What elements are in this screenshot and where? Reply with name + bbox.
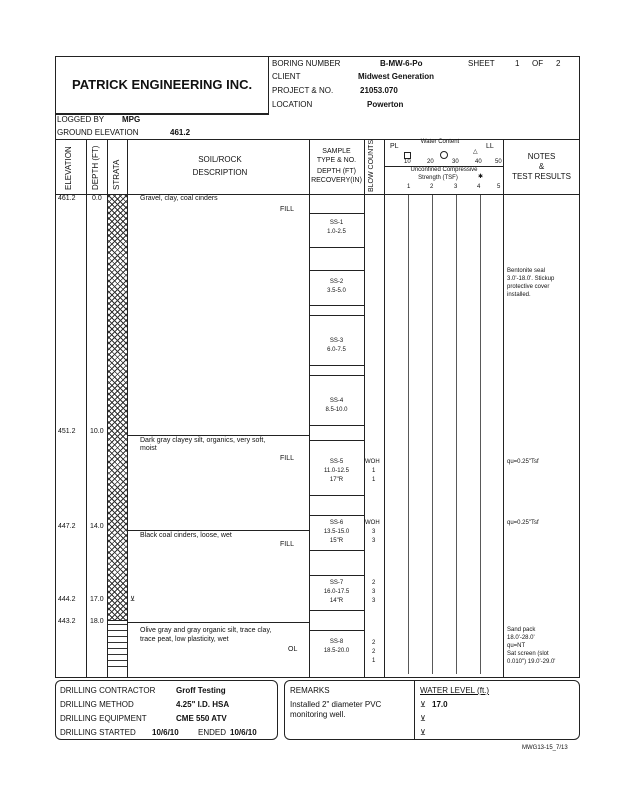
started-value: 10/6/10 xyxy=(152,728,179,737)
col-strata: STRATA xyxy=(112,159,121,190)
blow-count: 2 xyxy=(372,640,376,646)
sample-range: 3.5-5.0 xyxy=(327,288,346,294)
ucs-t3: 3 xyxy=(454,184,458,190)
sheet-num: 1 xyxy=(515,59,520,68)
col-depth: DEPTH (FT) xyxy=(91,145,100,190)
sample-recovery: 15"R xyxy=(329,538,344,544)
water-level-label: WATER LEVEL (ft.) xyxy=(420,686,490,695)
blow-count: WOH xyxy=(365,459,380,465)
note-bentonite: 3.0'-18.0'. Stickup xyxy=(507,276,555,282)
sample-id: SS-2 xyxy=(329,279,344,285)
note-qu: qu=0.25"Tsf xyxy=(507,520,539,526)
sample-id: SS-3 xyxy=(329,338,344,344)
layer-depth: 0.0 xyxy=(92,195,102,202)
layer-tag: FILL xyxy=(280,541,295,548)
form-code: MWG13-15_7/13 xyxy=(522,745,568,751)
started-label: DRILLING STARTED xyxy=(60,728,136,737)
project-label: PROJECT & NO. xyxy=(272,86,334,95)
col-notes-3: TEST RESULTS xyxy=(512,172,571,181)
remarks-line-2: monitoring well. xyxy=(290,710,346,719)
ucs-t1: 1 xyxy=(407,184,411,190)
method-value: 4.25" I.D. HSA xyxy=(176,700,230,709)
layer-tag: OL xyxy=(288,646,298,653)
blow-count: 1 xyxy=(372,658,376,664)
water-level-1-icon: ⊻ xyxy=(420,700,426,709)
note-sand: 0.010") 19.0'-29.0' xyxy=(507,659,556,665)
sample-id: SS-8 xyxy=(329,639,344,645)
tick-20: 20 xyxy=(427,159,434,165)
ucs-label-2: Strength (TSF) xyxy=(418,175,458,181)
layer-depth: 18.0 xyxy=(90,618,104,625)
sample-recovery: 14"R xyxy=(329,598,344,604)
note-qu: qu=0.25"Tsf xyxy=(507,459,539,465)
layer-depth: 14.0 xyxy=(90,523,104,530)
layer-tag: FILL xyxy=(280,455,295,462)
layer-elev: 447.2 xyxy=(58,523,76,530)
layer-desc: Black coal cinders, loose, wet xyxy=(140,532,232,539)
note-sand: 18.0'-28.0' xyxy=(507,635,535,641)
contractor-label: DRILLING CONTRACTOR xyxy=(60,686,156,695)
remarks-label: REMARKS xyxy=(290,686,330,695)
sample-id: SS-5 xyxy=(329,459,344,465)
sheet-total: 2 xyxy=(556,59,561,68)
ucs-t4: 4 xyxy=(477,184,481,190)
col-blow-counts: BLOW COUNTS xyxy=(368,139,375,192)
equipment-value: CME 550 ATV xyxy=(176,714,227,723)
company-name: PATRICK ENGINEERING INC. xyxy=(72,77,253,92)
blow-count: WOH xyxy=(365,520,380,526)
sample-range: 1.0-2.5 xyxy=(327,229,346,235)
layer-elev: 461.2 xyxy=(58,195,76,202)
w-circle-icon xyxy=(440,151,448,159)
boring-value: B-MW-6-Po xyxy=(380,59,423,68)
note-bentonite: protective cover xyxy=(507,284,550,290)
location-label: LOCATION xyxy=(272,100,313,109)
strata-organic-silt xyxy=(108,620,127,672)
layer-desc: Olive gray and gray organic silt, trace clay, xyxy=(140,627,272,634)
water-level-2-icon: ⊻ xyxy=(420,714,426,723)
water-level-1-value: 17.0 xyxy=(432,700,448,709)
sample-range: 6.0-7.5 xyxy=(327,347,346,353)
remarks-line-1: Installed 2" diameter PVC xyxy=(290,700,382,709)
strata-fill xyxy=(108,195,127,620)
contractor-value: Groff Testing xyxy=(176,686,226,695)
sample-id: SS-7 xyxy=(329,580,344,586)
ucs-star-icon: ✱ xyxy=(478,174,484,180)
sample-range: 11.0-12.5 xyxy=(324,468,349,474)
blow-count: 3 xyxy=(372,538,376,544)
sample-id: SS-4 xyxy=(329,398,344,404)
ground-elev-value: 461.2 xyxy=(170,128,191,137)
col-soil-2: DESCRIPTION xyxy=(192,168,248,177)
layer-elev: 444.2 xyxy=(58,596,76,603)
blow-count: 1 xyxy=(372,468,376,474)
note-sand: Sand pack xyxy=(507,627,536,633)
blow-count: 3 xyxy=(372,529,376,535)
method-label: DRILLING METHOD xyxy=(60,700,134,709)
note-bentonite: installed. xyxy=(507,292,531,298)
ll-triangle-icon: △ xyxy=(473,149,478,155)
col-sample-4: RECOVERY(IN) xyxy=(311,177,362,184)
project-value: 21053.070 xyxy=(360,86,398,95)
logged-value: MPG xyxy=(122,115,141,124)
col-sample-1: SAMPLE xyxy=(322,148,351,155)
blow-count: 3 xyxy=(372,598,376,604)
layer-elev: 443.2 xyxy=(58,618,76,625)
tick-10: 10 xyxy=(404,159,411,165)
sample-recovery: 17"R xyxy=(329,477,344,483)
sample-id: SS-1 xyxy=(329,220,344,226)
layer-desc: moist xyxy=(140,445,157,452)
layer-desc: Gravel, clay, coal cinders xyxy=(140,195,218,202)
tick-40: 40 xyxy=(475,159,482,165)
col-notes-2: & xyxy=(538,162,545,171)
tick-30: 30 xyxy=(452,159,459,165)
location-value: Powerton xyxy=(367,100,404,109)
boring-label: BORING NUMBER xyxy=(272,59,341,68)
sample-id: SS-6 xyxy=(329,520,344,526)
blow-count: 2 xyxy=(372,580,376,586)
water-content-label: Water Content xyxy=(420,139,460,145)
col-soil-1: SOIL/ROCK xyxy=(198,155,242,164)
layer-desc: trace peat, low plasticity, wet xyxy=(140,636,229,643)
pl-label: PL xyxy=(390,143,399,150)
ucs-t2: 2 xyxy=(430,184,434,190)
note-bentonite: Bentonite seal xyxy=(507,268,546,274)
ended-value: 10/6/10 xyxy=(230,728,257,737)
layer-depth: 10.0 xyxy=(90,428,104,435)
col-elevation: ELEVATION xyxy=(64,146,73,190)
ended-label: ENDED xyxy=(198,728,227,737)
sample-range: 18.5-20.0 xyxy=(323,648,350,654)
logged-label: LOGGED BY xyxy=(57,115,105,124)
sample-range: 16.0-17.5 xyxy=(323,589,350,595)
pl-square-icon xyxy=(404,152,411,159)
ucs-label-1: Unconfined Compressive xyxy=(410,167,478,173)
water-level-3-icon: ⊻ xyxy=(420,728,426,737)
layer-tag: FILL xyxy=(280,206,295,213)
sheet-label: SHEET xyxy=(468,59,495,68)
note-sand: Sat screen (slot xyxy=(507,651,549,657)
client-label: CLIENT xyxy=(272,72,301,81)
layer-elev: 451.2 xyxy=(58,428,76,435)
water-level-marker-icon: ⊻ xyxy=(130,596,136,603)
col-sample-2: TYPE & NO. xyxy=(316,157,357,164)
blow-count: 3 xyxy=(372,589,376,595)
blow-count: 2 xyxy=(372,649,376,655)
sample-range: 8.5-10.0 xyxy=(325,407,348,413)
ll-label: LL xyxy=(486,143,494,150)
layer-desc: Dark gray clayey silt, organics, very soft, xyxy=(140,437,266,444)
ucs-t5: 5 xyxy=(497,184,501,190)
ground-elev-label: GROUND ELEVATION xyxy=(57,128,139,137)
layer-depth: 17.0 xyxy=(90,596,104,603)
sample-range: 13.5-15.0 xyxy=(323,529,350,535)
equipment-label: DRILLING EQUIPMENT xyxy=(60,714,147,723)
col-notes-1: NOTES xyxy=(527,152,556,161)
col-sample-3: DEPTH (FT) xyxy=(317,168,356,175)
client-value: Midwest Generation xyxy=(358,72,435,81)
blow-count: 1 xyxy=(372,477,376,483)
tick-50: 50 xyxy=(495,159,502,165)
sheet-of: OF xyxy=(532,59,544,68)
note-sand: qu=NT xyxy=(507,643,526,649)
